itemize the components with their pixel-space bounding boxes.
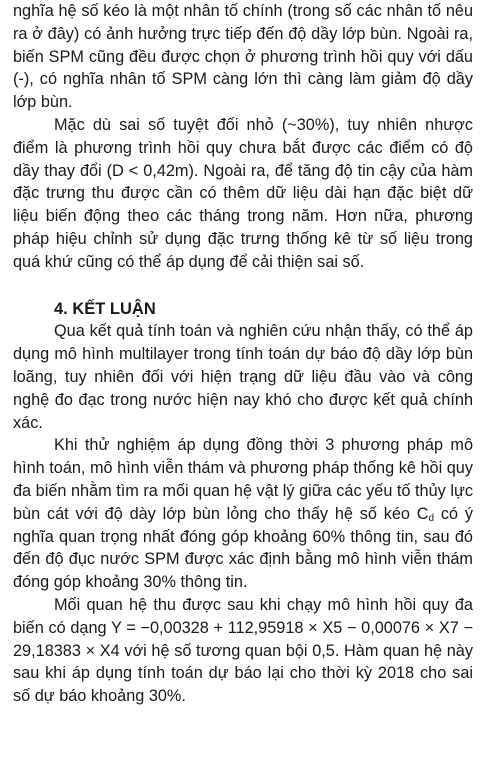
paragraph-conclusion-3: Mối quan hệ thu được sau khi chạy mô hình hồi quy đa biến có dạng Y = −0,00328 + 112,95918 × X5 − 0,00076 × X7 − 29,18383 × X4 với hệ số tương quan bội 0,5. Hàm quan hệ này sau khi áp dụng tính toán dự báo lại cho thời kỳ 2018 cho sai số dự báo khoảng 30%. (13, 595, 473, 706)
paragraph-text-part-b: có ý nghĩa quan trọng nhất đóng góp khoảng 60% thông tin, sau đó đến độ đục nước SPM được xác định bằng mô hình viễn thám đóng góp khoảng 30% thông tin. (13, 504, 473, 592)
paragraph-text-part-a: Khi thử nghiệm áp dụng đồng thời 3 phương pháp mô hình toán, mô hình viễn thám và phương pháp thống kê hồi quy đa biến nhằm tìm ra mối quan hệ vật lý giữa các yếu tố thủy lực bùn cát với độ dày lớp bùn lỏng cho thấy hệ số kéo C (13, 436, 473, 523)
section-heading-conclusion: 4. KẾT LUẬN (54, 299, 156, 318)
paragraph-conclusion-2 (13, 434, 473, 594)
paragraph-conclusion-1: Qua kết quả tính toán và nghiên cứu nhận thấy, có thể áp dụng mô hình multilayer trong tính toán dự báo độ dầy lớp bùn loãng, tuy nhiên đối với hiện trạng dữ liệu đầu vào và công nghệ đo đạc trong nước hiện nay khó cho được kết quả chính xác. (13, 322, 473, 432)
article-page (13, 0, 473, 708)
paragraph-continued: nghĩa hệ số kéo là một nhân tố chính (trong số các nhân tố nêu ra ở đây) có ảnh hưởng trực tiếp đến độ dầy lớp bùn. Ngoài ra, biến SPM cũng đều được chọn ở phương trình hồi quy với dấu (-), có nghĩa nhân tố SPM càng lớn thì càng làm giảm độ dầy lớp bùn. (13, 2, 473, 112)
section-gap (13, 274, 473, 298)
paragraph-error-discussion: Mặc dù sai số tuyệt đối nhỏ (~30%), tuy nhiên nhược điểm là phương trình hồi quy chưa bắt được các điểm có độ dầy thay đổi (D < 0,42m). Ngoài ra, để tăng độ tin cậy của hàm đặc trưng thu được cần có thêm dữ liệu dài hạn đặc biệt dữ liệu biến động theo các tháng trong năm. Hơn nữa, phương pháp hiệu chỉnh sử dụng đặc trưng thống kê từ số liệu trong quá khứ cũng có thể áp dụng để cải thiện sai số. (13, 115, 473, 271)
subscript-d: d (428, 512, 435, 524)
